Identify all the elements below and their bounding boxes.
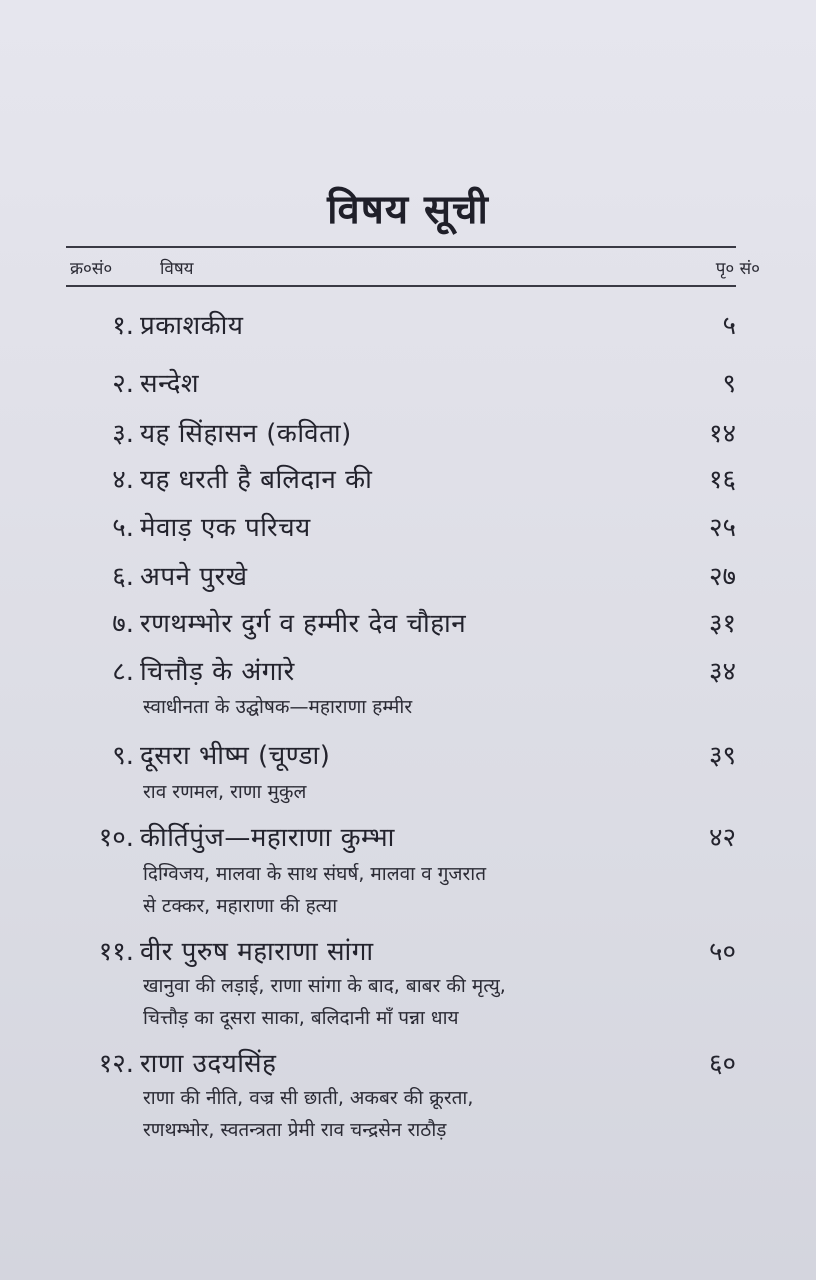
entry-title: कीर्तिपुंज—महाराणा कुम्भा xyxy=(140,823,395,853)
entry-subtopics: राव रणमल, राणा मुकुल xyxy=(143,781,307,803)
entry-page: ४२ xyxy=(708,823,736,853)
entry-number: २. xyxy=(112,369,134,399)
entry-title: यह सिंहासन (कविता) xyxy=(140,419,352,449)
entry-page: ३९ xyxy=(708,741,736,771)
header-page-label: पृ० सं० xyxy=(715,259,760,279)
entry-subtopics: राणा की नीति, वज्र सी छाती, अकबर की क्रूरता, xyxy=(143,1087,474,1109)
entry-page: २५ xyxy=(708,513,736,543)
header-serial-label: क्र०सं० xyxy=(70,259,113,279)
entry-page: ९ xyxy=(722,369,736,399)
entry-page: २७ xyxy=(708,562,736,592)
header-bottom-rule xyxy=(66,285,736,287)
entry-title: अपने पुरखे xyxy=(140,562,248,592)
page-title: विषय सूची xyxy=(327,187,489,233)
entry-number: ९. xyxy=(112,741,134,771)
entry-number: ७. xyxy=(112,609,134,639)
entry-title: राणा उदयसिंह xyxy=(140,1049,277,1079)
entry-number: ५. xyxy=(112,513,134,543)
entry-title: मेवाड़ एक परिचय xyxy=(140,513,311,543)
entry-number: १२. xyxy=(98,1049,134,1079)
entry-page: ६० xyxy=(708,1049,736,1079)
entry-title: प्रकाशकीय xyxy=(140,311,244,341)
header-subject-label: विषय xyxy=(160,259,194,279)
entry-subtopics: से टक्कर, महाराणा की हत्या xyxy=(143,895,338,917)
entry-page: ५ xyxy=(722,311,736,341)
entry-subtopics: रणथम्भोर, स्वतन्त्रता प्रेमी राव चन्द्रसेन राठौड़ xyxy=(143,1119,447,1141)
entry-number: १. xyxy=(112,311,134,341)
entry-title: दूसरा भीष्म (चूण्डा) xyxy=(140,741,331,771)
entry-subtopics: दिग्विजय, मालवा के साथ संघर्ष, मालवा व गुजरात xyxy=(143,863,487,885)
entry-subtopics: चित्तौड़ का दूसरा साका, बलिदानी माँ पन्ना धाय xyxy=(143,1007,459,1029)
entry-title: सन्देश xyxy=(140,369,200,399)
entry-number: ३. xyxy=(112,419,134,449)
entry-number: ८. xyxy=(112,657,134,687)
entry-subtopics: स्वाधीनता के उद्घोषक—महाराणा हम्मीर xyxy=(143,696,413,718)
entry-page: १४ xyxy=(708,419,736,449)
entry-number: ६. xyxy=(112,562,134,592)
entry-title: वीर पुरुष महाराणा सांगा xyxy=(140,937,374,967)
entry-number: ११. xyxy=(98,937,134,967)
entry-subtopics: खानुवा की लड़ाई, राणा सांगा के बाद, बाबर की मृत्यु, xyxy=(143,975,506,997)
entry-title: रणथम्भोर दुर्ग व हम्मीर देव चौहान xyxy=(140,609,467,639)
entry-number: ४. xyxy=(112,465,134,495)
entry-title: यह धरती है बलिदान की xyxy=(140,465,373,495)
entry-page: ५० xyxy=(708,937,736,967)
entry-page: ३१ xyxy=(708,609,736,639)
entry-page: १६ xyxy=(708,465,736,495)
header-top-rule xyxy=(66,246,736,248)
entry-number: १०. xyxy=(98,823,134,853)
entry-page: ३४ xyxy=(708,657,736,687)
entry-title: चित्तौड़ के अंगारे xyxy=(140,657,295,687)
